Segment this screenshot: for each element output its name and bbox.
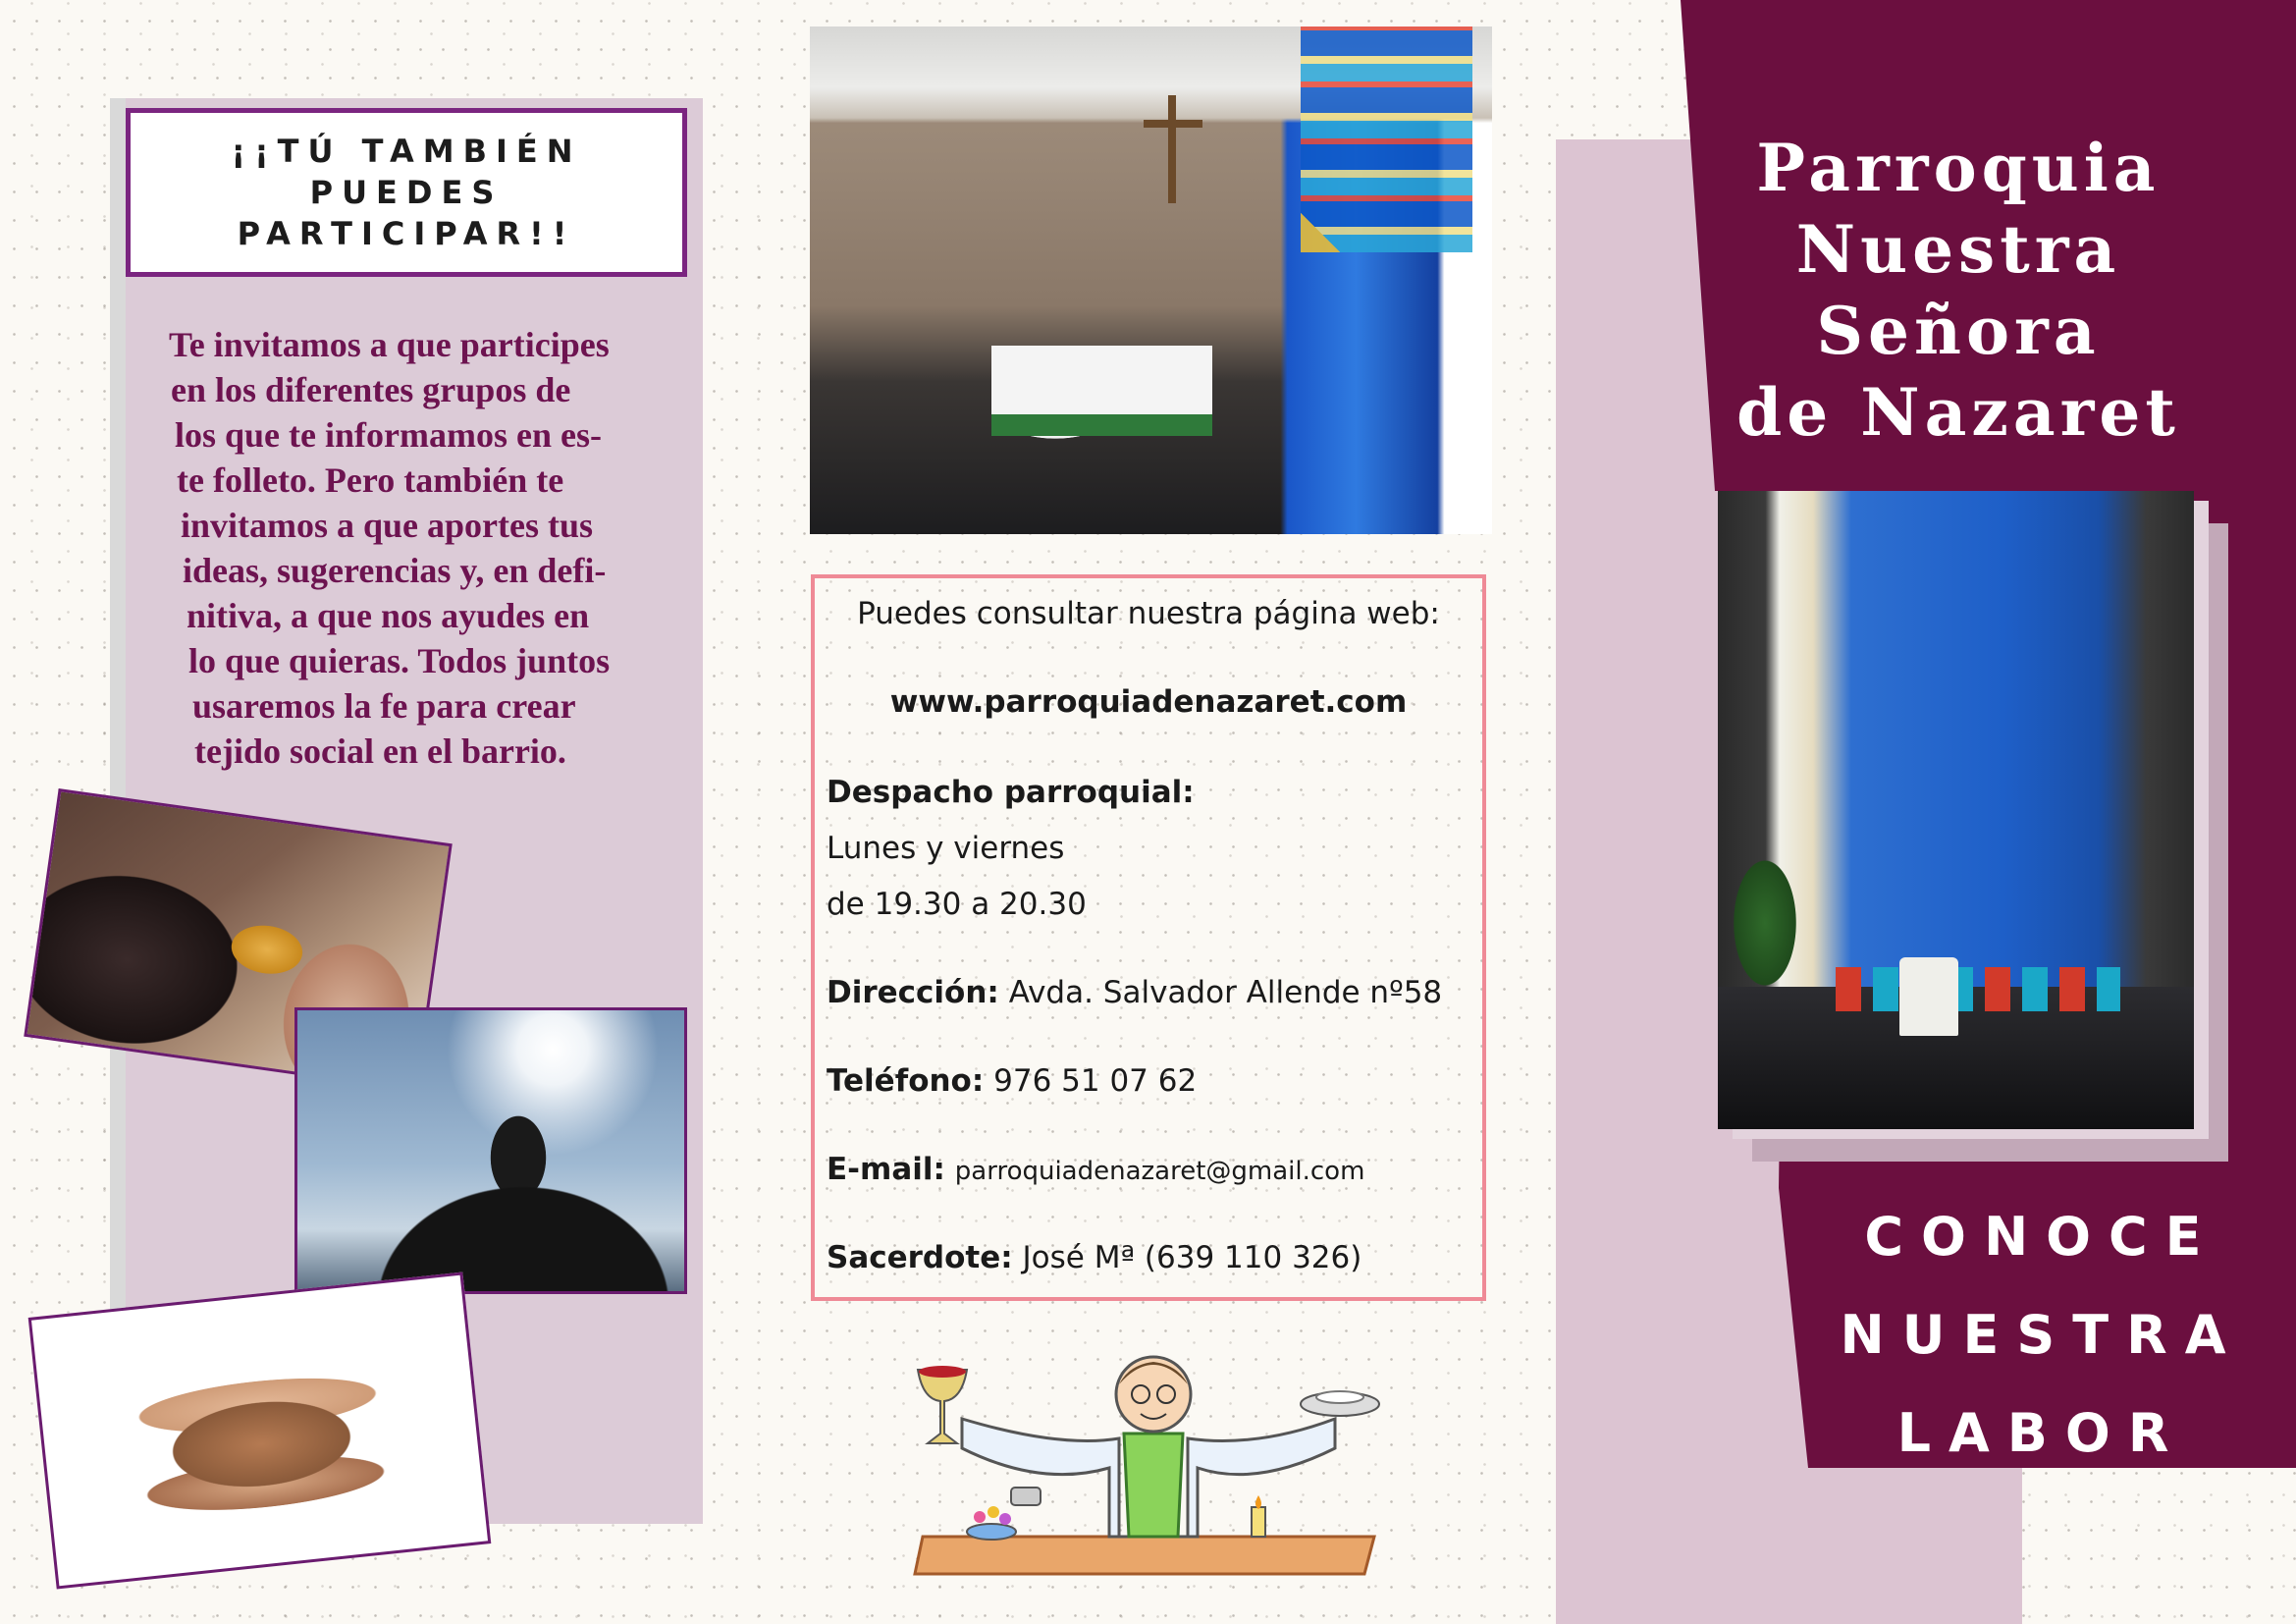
invite-paragraph [165, 322, 675, 774]
phone-value[interactable]: 976 51 07 62 [993, 1063, 1198, 1099]
office-days: Lunes y viernes [827, 831, 1065, 866]
email-label: E-mail: [827, 1152, 945, 1187]
priest-illustration [903, 1340, 1394, 1591]
office-label: Despacho parroquial: [827, 775, 1195, 810]
parish-title-line: Nuestra [1795, 211, 2121, 288]
parish-title-line: Señora [1816, 293, 2101, 369]
invite-line: lo que quieras. Todos juntos [188, 641, 611, 680]
web-link[interactable]: www.parroquiadenazaret.com [889, 684, 1408, 720]
web-label: Puedes consultar nuestra página web: [857, 596, 1440, 631]
invite-line: en los diferentes grupos de [171, 370, 571, 409]
priest-label: Sacerdote: [827, 1240, 1013, 1275]
cta-heading [1811, 1188, 2272, 1483]
priest-value: José Mª (639 110 326) [1022, 1240, 1362, 1275]
phone-label: Teléfono: [827, 1063, 985, 1099]
invite-line: ideas, sugerencias y, en defi- [183, 551, 607, 590]
address-label: Dirección: [827, 975, 999, 1010]
participate-callout [126, 108, 687, 277]
baptistery-image [1718, 491, 2194, 1129]
invite-line: los que te informamos en es- [175, 415, 602, 455]
invite-line: tejido social en el barrio. [194, 731, 566, 771]
parish-title [1698, 128, 2218, 454]
helping-hand-image [294, 1007, 687, 1294]
email-value[interactable]: parroquiadenazaret@gmail.com [954, 1157, 1365, 1186]
parish-title-line: de Nazaret [1736, 374, 2180, 451]
cta-line: NUESTRA [1840, 1304, 2244, 1366]
contact-info-box [811, 574, 1486, 1301]
participate-title: ¡¡TÚ TAMBIÉN PUEDES PARTICIPAR!! [231, 133, 582, 252]
cta-line: LABOR [1896, 1402, 2187, 1464]
invite-line: Te invitamos a que participes [169, 325, 610, 364]
office-hours: de 19.30 a 20.30 [827, 887, 1087, 922]
hands-together-image [28, 1272, 492, 1590]
invite-line: nitiva, a que nos ayudes en [187, 596, 590, 635]
address-value: Avda. Salvador Allende nº58 [1008, 975, 1443, 1010]
cta-line: CONOCE [1864, 1206, 2219, 1268]
parish-title-line: Parroquia [1756, 130, 2161, 206]
altar-image [810, 27, 1492, 534]
invite-line: usaremos la fe para crear [192, 686, 576, 726]
invite-line: invitamos a que aportes tus [181, 506, 594, 545]
invite-line: te folleto. Pero también te [177, 460, 564, 500]
